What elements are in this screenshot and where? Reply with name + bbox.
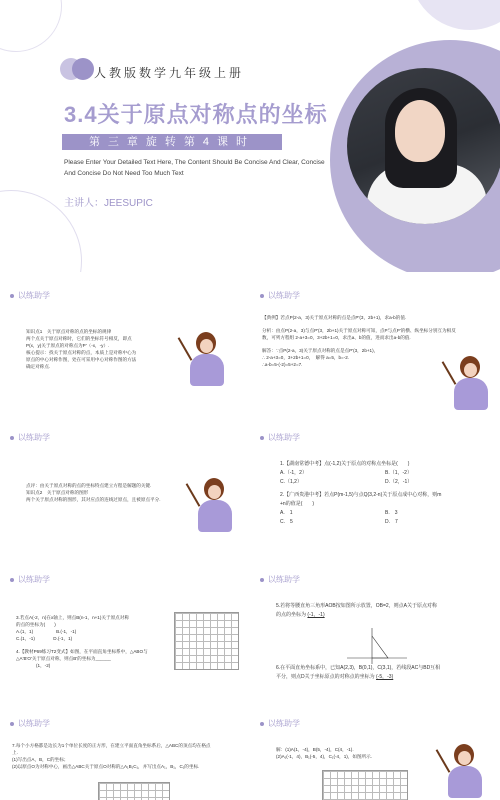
slide-header: 以练助学 (260, 290, 300, 301)
slide-4[interactable] (252, 426, 498, 556)
decor-circle (0, 0, 62, 52)
teacher-illustration (184, 330, 230, 388)
slide-header: 以练助学 (260, 718, 300, 729)
teacher-illustration (442, 742, 488, 800)
teacher-illustration (192, 476, 238, 534)
slide-header: 以练助学 (10, 290, 50, 301)
slide-header: 以练助学 (260, 432, 300, 443)
slide-text: 5.若将等腰直角三角形AOB按如图所示放置，OB=2，则点A关于原点对称 的点的坐标为 (-1，-1) (276, 603, 437, 618)
answer-5: (-1，-1) (307, 612, 325, 618)
grade-label: 人教版数学九年级上册 (94, 66, 245, 80)
answer-6: (-5，-3) (376, 674, 394, 680)
slide-6[interactable] (252, 568, 498, 698)
coordinate-grid (174, 612, 239, 670)
slide-5[interactable] (2, 568, 248, 698)
speaker-label: 主讲人：JEESUPIC (64, 198, 153, 209)
slide-text: 解：(1)A(1，-4)，B(5，-4)，C(4，-1). (2)A₁(-1，4)，B₁(-5，4)，C₁(-4，1)，如图所示. (276, 747, 373, 759)
slide-header: 以练助学 (10, 432, 50, 443)
slide-7[interactable] (2, 712, 248, 800)
slide-header: 以练助学 (260, 574, 300, 585)
teacher-illustration (448, 354, 494, 412)
slide-1[interactable] (2, 284, 248, 414)
triangle-figure (342, 626, 412, 666)
slide-8[interactable] (252, 712, 498, 800)
slide-2[interactable] (252, 284, 498, 414)
slide-header: 以练助学 (10, 574, 50, 585)
decor-circle (410, 0, 500, 30)
coordinate-grid (322, 770, 408, 800)
description-text: Please Enter Your Detailed Text Here, The Content Should Be Concise And Clear, Concise And Concise Do Not Need Too Much Text (64, 159, 325, 177)
slide-text: 6.在平面直角坐标系中，已知A(2,3)，B(0,1)，C(3,1)，若线段AC与BD互相 平分，则点D关于坐标原点的对称点的坐标为 (-5，-3) (276, 665, 441, 680)
chapter-subtitle: 第三章旋转第4课时 (62, 134, 282, 150)
slide-text: 【典例】若点P(2-a，3)关于原点对称的点是点P'(3，2b+1)，求a-b的值. 分析：由点P(2-a，3)与点P'(3，2b+1)关于原点对称可知，点P与点P'的横、纵坐标分别互为相反 数，可列方程组 2-a+3=0，3+2b+1=0，求出a、b的值，进而求出a-b的值. 解答：∵点P(2-a，3)关于原点对称的点是点P'(3，2b+1)， ∴ 2-a+3=0，3+2b+1=0， 解得 a=5，b=-2. ∴a-b=5-(-2)=5+2=7. (262, 315, 456, 367)
slide-text: 7.每个小方格都是边长为1个单位长度的正方形，在建立平面直角坐标系后，△ABC的顶点均在格点 上. (1)写出点A，B，C的坐标； (2)以原点O为对称中心，画出△ABC关于原点O对称的△A₁B₁C₁，并写出点A₁，B₁，C₁的坐标. (12, 743, 211, 769)
slide-header: 以练助学 (10, 718, 50, 729)
page-title: 3.4关于原点对称点的坐标 (64, 102, 328, 127)
title-slide (0, 0, 500, 272)
slide-text: 点评：由关于原点对称的点的坐标特点建立方程是解题的关键. 知识点2 关于原点对称的图形 两个关于原点对称的图形，其对应点的连线过原点，且被原点平分. (26, 483, 161, 502)
slide-text: 1.【湖南常德中考】点(-1,2)关于原点的对称点坐标是( ) A.（-1，2） B.（1，-2） C.（1,2） D.（2，-1） 2.【广西贵港中考】若点P(m-1,5)与点Q(3,2-n)关于原点成中心对称，则m +n的值是( ) A. 1 B. 3 C. 5 D. 7 (280, 461, 442, 525)
coordinate-grid (98, 782, 170, 800)
slide-text: 知识点1 关于原点对称的点的坐标的规律 两个点关于原点对称时，它们的坐标符号相反，即点 P(x，y)关于原点的对称点为P'（-x，-y）. 核心提示：找关于原点对称的点，本质上是对称中心为 原点的中心对称作图，处在可采用中心对称作图的方法 确定对称点. (26, 329, 137, 369)
slide-3[interactable] (2, 426, 248, 556)
slide-text: 3.若点A(-2，n)在x轴上，则点B(n-1，n+1)关于原点对称 的点的坐标为( ) A.(1，1) B.(-1，-1) C.(1，-1) D.(-1，1) 4.【教材P69练习T2变式】如图，在平面直角坐标系中，△ABO与 △A'B'O'关于原点对称，则点B'的坐标为______ (1，-2) (16, 615, 148, 668)
teacher-photo (347, 68, 500, 224)
